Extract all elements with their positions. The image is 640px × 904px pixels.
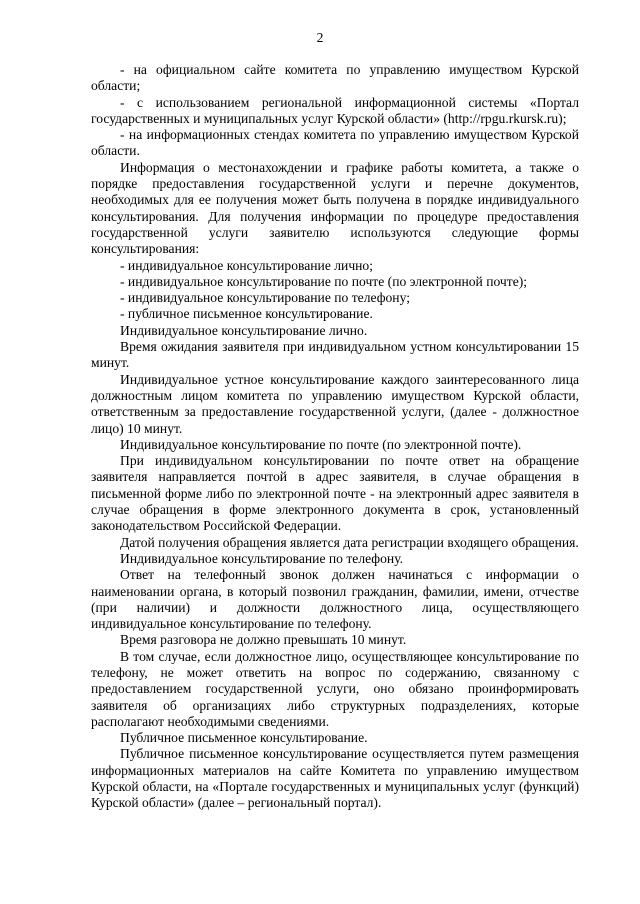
- section-heading: Индивидуальное консультирование по телефону.: [120, 550, 404, 566]
- paragraph: В том случае, если должностное лицо, осуществляющее консультирование по телефону, не может ответить на вопрос по содержанию, связанному с предоставлением государственной услуги, оно обязано проинформировать заявителя об организациях либо структурных подразделениях, которые располагают необходимыми сведениями.: [91, 648, 579, 729]
- paragraph: Информация о местонахождении и графике работы комитета, а также о порядке предоставления государственной услуги и перечне документов, необходимых для ее получения может быть получена в порядке индивидуального консультирования. Для получения информации по процедуре предоставления государственной услуги заявителю используются следующие формы консультирования:: [91, 159, 579, 257]
- paragraph: - с использованием региональной информационной системы «Портал государственных и муниципальных услуг Курской области» (http://rpgu.rkursk.ru);: [91, 94, 579, 126]
- paragraph: Время разговора не должно превышать 10 минут.: [120, 632, 407, 648]
- list-item: - индивидуальное консультирование по почте (по электронной почте);: [120, 273, 528, 289]
- list-item: - индивидуальное консультирование лично;: [120, 257, 374, 273]
- list-item: - публичное письменное консультирование.: [120, 306, 373, 322]
- document-body: [91, 62, 579, 812]
- paragraph: Время ожидания заявителя при индивидуальном устном консультировании 15 минут.: [91, 339, 579, 371]
- paragraph: Датой получения обращения является дата регистрации входящего обращения.: [120, 534, 579, 550]
- paragraph: - на информационных стендах комитета по управлению имуществом Курской области.: [91, 127, 579, 159]
- paragraph: Индивидуальное устное консультирование каждого заинтересованного лица должностным лицом комитета по управлению имуществом Курской области, ответственным за предоставление государственной услуги, (далее - должностное лицо) 10 минут.: [91, 371, 579, 436]
- paragraph: - на официальном сайте комитета по управлению имуществом Курской области;: [91, 62, 579, 94]
- section-heading: Индивидуальное консультирование по почте (по электронной почте).: [120, 436, 522, 452]
- page-number: 2: [316, 30, 324, 45]
- section-heading: Публичное письменное консультирование.: [120, 730, 368, 746]
- section-heading: Индивидуальное консультирование лично.: [120, 322, 368, 338]
- paragraph: Публичное письменное консультирование осуществляется путем размещения информационных материалов на сайте Комитета по управлению имуществом Курской области, на «Портале государственных и муниципальных услуг (функций) Курской области» (далее – региональный портал).: [91, 746, 579, 811]
- paragraph: При индивидуальном консультировании по почте ответ на обращение заявителя направляется почтой в адрес заявителя, в случае обращения в письменной форме либо по электронной почте - на электронный адрес заявителя в случае обращения в форме электронного документа в срок, установленный законодательством Российской Федерации.: [91, 453, 579, 534]
- paragraph: Ответ на телефонный звонок должен начинаться с информации о наименовании органа, в который позвонил гражданин, фамилии, имени, отчестве (при наличии) и должности должностного лица, осуществляющего индивидуальное консультирование по телефону.: [91, 567, 579, 632]
- list-item: - индивидуальное консультирование по телефону;: [120, 290, 410, 306]
